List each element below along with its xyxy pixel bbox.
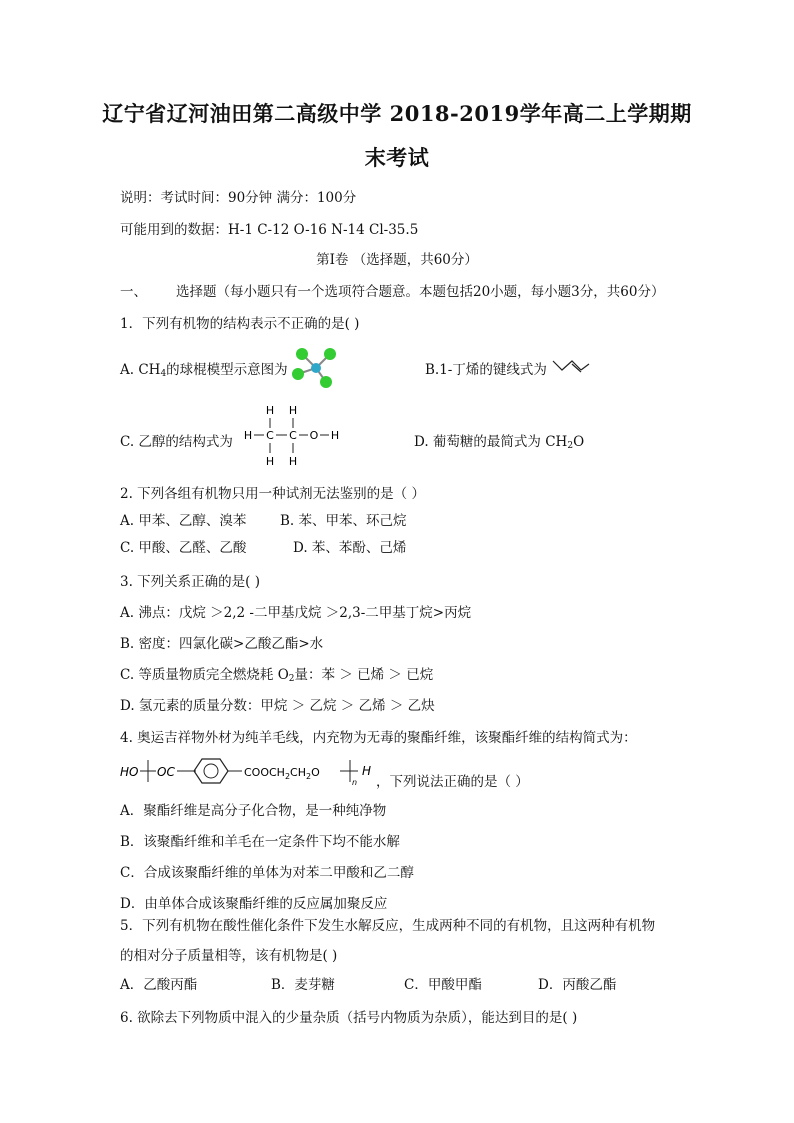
part-number: 一、 xyxy=(120,284,147,300)
q2-option-a: A. 甲苯、乙醇、溴苯 xyxy=(120,513,247,529)
exam-instructions: 说明：考试时间：90分钟 满分：100分 xyxy=(120,190,357,206)
volume-title: 第Ⅰ卷 （选择题，共60分） xyxy=(316,252,478,268)
formula-o: O xyxy=(311,766,320,779)
ethanol-c-2: C xyxy=(289,429,297,442)
q3-stem: 3. 下列关系正确的是( ) xyxy=(120,574,260,590)
q3-option-c-suffix: 量：苯 ＞ 已烯 ＞ 已烷 xyxy=(294,667,434,683)
formula-sub-2: 2 xyxy=(306,772,312,781)
q4-stem: 4. 奥运吉祥物外材为纯羊毛线，内充物为无毒的聚酯纤维，该聚酯纤维的结构简式为： xyxy=(120,730,637,746)
ethanol-h-left: H xyxy=(243,429,253,442)
q4-option-c: C．合成该聚酯纤维的单体为对苯二甲酸和乙二醇 xyxy=(120,865,414,881)
q2-option-c: C. 甲酸、乙醛、乙酸 xyxy=(120,540,247,556)
q1-option-a-subscript: 4 xyxy=(160,369,167,379)
q1-option-d-prefix: D. 葡萄糖的最简式为 CH xyxy=(414,434,568,450)
q1-option-c: C. 乙醇的结构式为 xyxy=(120,434,233,450)
ethanol-h-top-2: H xyxy=(288,404,298,417)
q1-option-a-prefix: A. CH xyxy=(120,362,161,378)
q4-option-d: D．由单体合成该聚酯纤维的反应属加聚反应 xyxy=(120,896,388,912)
q1-option-b: B.1-丁烯的键线式为 xyxy=(425,362,547,378)
q3-option-d: D. 氢元素的质量分数：甲烷 ＞ 乙烷 ＞ 乙烯 ＞ 乙炔 xyxy=(120,698,435,714)
q5-stem-line-1: 5．下列有机物在酸性催化条件下发生水解反应，生成两种不同的有机物，且这两种有机物 xyxy=(120,918,656,934)
formula-ch: CH xyxy=(290,766,306,779)
formula-ester: COOCH xyxy=(244,766,285,779)
polyester-formula-icon xyxy=(118,754,380,788)
q5-option-d: D．丙酸乙酯 xyxy=(538,977,617,993)
q3-option-c-prefix: C. 等质量物质完全燃烧耗 O xyxy=(120,667,289,683)
formula-sub-1: 2 xyxy=(284,772,291,781)
q5-option-a: A．乙酸丙酯 xyxy=(120,977,198,993)
q3-option-a: A. 沸点：戊烷 ＞2,2 -二甲基戊烷 ＞2,3-二甲基丁烷>丙烷 xyxy=(120,605,472,621)
q5-stem-line-2: 的相对分子质量相等，该有机物是( ) xyxy=(120,948,338,964)
ethanol-h-top-1: H xyxy=(265,404,275,417)
q1-stem: 1．下列有机物的结构表示不正确的是( ) xyxy=(120,316,360,332)
q2-stem: 2. 下列各组有机物只用一种试剂无法鉴别的是（ ） xyxy=(120,486,425,502)
formula-ho: HO xyxy=(120,765,139,779)
q3-option-c xyxy=(120,663,433,684)
exam-title-line-2: 末考试 xyxy=(364,145,430,170)
butene-skeletal-formula-icon xyxy=(551,358,591,374)
ethanol-c-1: C xyxy=(266,429,274,442)
q1-option-d-subscript: 2 xyxy=(567,441,574,451)
ethanol-h-bottom-1: H xyxy=(265,455,275,468)
q4-stem-continued: ，下列说法正确的是（ ） xyxy=(376,774,529,790)
atomic-masses: 可能用到的数据：H-1 C-12 O-16 N-14 Cl-35.5 xyxy=(120,222,419,238)
q1-option-a xyxy=(120,358,288,379)
ethanol-h-right: H xyxy=(330,429,340,442)
q4-option-b: B．该聚酯纤维和羊毛在一定条件下均不能水解 xyxy=(120,834,400,850)
q5-option-c: C．甲酸甲酯 xyxy=(404,977,482,993)
formula-h: H xyxy=(362,764,372,778)
q2-option-d: D. 苯、苯酚、己烯 xyxy=(293,540,407,556)
ethanol-h-bottom-2: H xyxy=(288,455,298,468)
q3-option-c-subscript: 2 xyxy=(288,674,295,684)
q2-option-b: B. 苯、甲苯、环己烷 xyxy=(280,513,407,529)
exam-title-line-1: 辽宁省辽河油田第二高级中学 2018-2019学年高二上学期期 xyxy=(102,101,692,126)
q1-option-d-suffix: O xyxy=(573,434,585,450)
q1-option-d xyxy=(414,430,584,451)
q5-option-b: B．麦芽糖 xyxy=(271,977,335,993)
svg-text:COOCH2CH2O xyxy=(244,766,320,781)
q4-option-a: A．聚酯纤维是高分子化合物，是一种纯净物 xyxy=(120,803,387,819)
formula-oc: OC xyxy=(157,765,175,779)
ethanol-structural-formula-icon xyxy=(242,402,350,468)
part-title: 选择题（每小题只有一个选项符合题意。本题包括20小题，每小题3分，共60分） xyxy=(176,284,665,300)
formula-n: n xyxy=(352,778,358,787)
ethanol-o: O xyxy=(309,429,319,442)
ch4-ball-stick-model-icon xyxy=(290,344,338,388)
q1-option-a-suffix: 的球棍模型示意图为 xyxy=(166,362,288,378)
q3-option-b: B. 密度：四氯化碳>乙酸乙酯>水 xyxy=(120,636,324,652)
q6-stem: 6. 欲除去下列物质中混入的少量杂质（括号内物质为杂质），能达到目的是( ) xyxy=(120,1010,578,1026)
